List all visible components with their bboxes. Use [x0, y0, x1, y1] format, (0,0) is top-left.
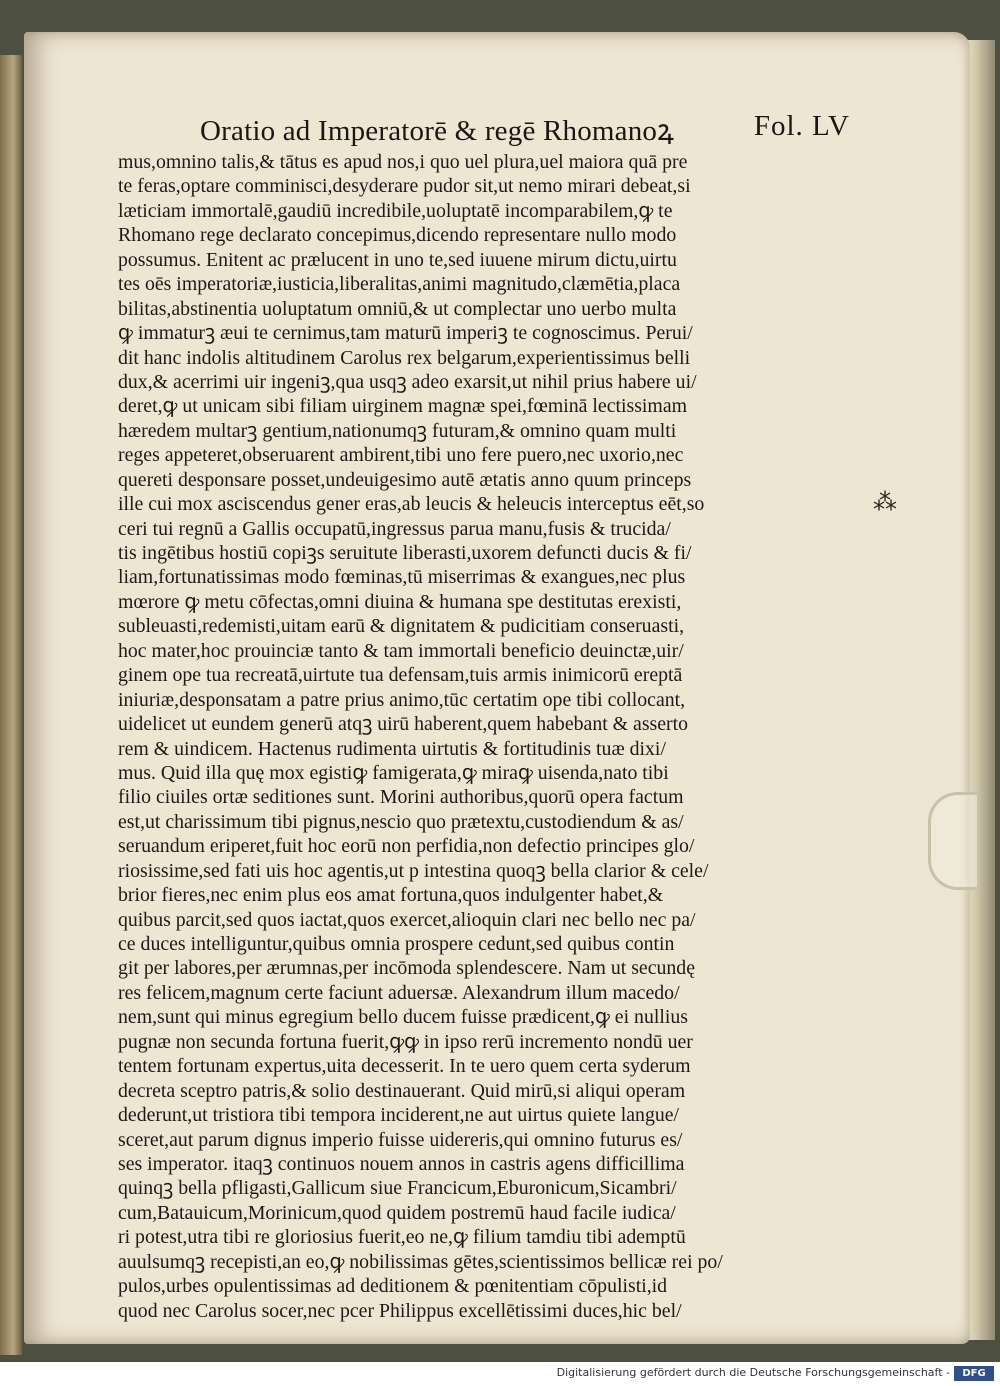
- text-line: pulos,urbes opulentissimas ad deditionem & pœnitentiam cōpulisti,id: [118, 1275, 668, 1298]
- text-line: possumus. Enitent ac prælucent in uno te,sed iuuene mirum dictu,uirtu: [118, 248, 677, 271]
- text-line: rem & uindicem. Hactenus rudimenta uirtutis & fortitudinis tuæ dixi/: [118, 737, 666, 760]
- text-line: ceri tui regnū a Gallis occupatū,ingressus parua manu,fusis & trucida/: [118, 517, 671, 540]
- text-line: sceret,aut parum dignus imperio fuisse uidereris,qui omnino futurus es/: [118, 1128, 683, 1151]
- text-line: ꝙ immaturꝫ æui te cernimus,tam maturū imperiꝫ te cognoscimus. Perui/: [118, 322, 693, 345]
- text-line: mœrore ꝙ metu cōfectas,omni diuina & humana spe destitutas erexisti,: [118, 590, 682, 613]
- text-line: te feras,optare comminisci,desyderare pudor sit,ut nemo mirari debeat,si: [118, 175, 691, 198]
- text-line: tes oēs imperatoriæ,iusticia,liberalitas,animi magnitudo,clæmētia,placa: [118, 273, 681, 296]
- text-line: ce duces intelliguntur,quibus omnia prospere cedunt,sed quibus contin: [118, 933, 675, 955]
- clasp-outline: [928, 792, 977, 890]
- text-line: ille cui mox asciscendus gener eras,ab leucis & heleucis interceptus eēt,so: [118, 493, 705, 516]
- text-line: hæredem multarꝫ gentium,nationumqꝫ futuram,& omnino quam multi: [118, 419, 677, 442]
- text-line: læticiam immortalē,gaudiū incredibile,uoluptatē incomparabilem,ꝙ te: [118, 199, 673, 222]
- text-line: uidelicet ut eundem generū atqꝫ uirū haberent,quem habebant & asserto: [118, 713, 689, 736]
- text-line: dux,& acerrimi uir ingeniꝫ,qua usqꝫ adeo exarsit,ut nihil prius habere ui/: [118, 370, 697, 393]
- header-title: Oratio ad Imperatorē & regē Rhomanoꝝ: [200, 115, 675, 147]
- text-line: seruandum eriperet,fuit hoc eorū non perfidia,non defectio principes glo/: [118, 835, 695, 858]
- margin-mark-icon: ⁂: [873, 490, 897, 516]
- footer-credit: Digitalisierung gefördert durch die Deutsche Forschungsgemeinschaft -: [556, 1366, 950, 1379]
- running-header: [200, 110, 850, 150]
- text-line: pugnæ non secunda fortuna fuerit,ꝙꝙ in ipso rerū incremento nondū uer: [118, 1030, 693, 1053]
- text-line: riosissime,sed fati uis hoc agentis,ut p intestina quoqꝫ bella clarior & cele/: [118, 859, 709, 882]
- text-line: subleuasti,redemisti,uitam earū & dignitatem & pudicitiam conseruasti,: [118, 615, 685, 638]
- text-line: cum,Batauicum,Morinicum,quod quidem postremū haud facile iudica/: [118, 1201, 676, 1224]
- text-line: deret,ꝙ ut unicam sibi filiam uirginem magnæ spei,fœminā lectissimam: [118, 395, 688, 418]
- text-line: nem,sunt qui minus egregium bello ducem fuisse prædicent,ꝙ ei nullius: [118, 1006, 688, 1029]
- text-line: dederunt,ut tristiora tibi tempora inciderent,ne aut uirtus quiete langue/: [118, 1104, 680, 1127]
- text-line: quinqꝫ bella pfligasti,Gallicum siue Francicum,Eburonicum,Sicambri/: [118, 1177, 677, 1200]
- text-line: tis ingētibus hostiū copiꝫs seruitute liberasti,uxorem defuncti ducis & fi/: [118, 542, 692, 564]
- text-line: iniuriæ,desponsatam a patre prius animo,tūc certatim ope tibi collocant,: [118, 688, 686, 711]
- text-line: ses imperator. itaqꝫ continuos nouem annos in castris agens difficillima: [118, 1152, 685, 1175]
- text-line: decreta sceptro patris,& solio destinauerant. Quid mirū,si aliqui operam: [118, 1079, 686, 1102]
- text-line: bilitas,abstinentia uoluptatum omniū,& ut complectar uno uerbo multa: [118, 297, 677, 320]
- text-line: res felicem,magnum certe faciunt aduersæ. Alexandrum illum macedo/: [118, 981, 680, 1004]
- digitization-footer: [0, 1362, 1000, 1386]
- text-line: ginem ope tua recreatā,uirtute tua defensam,tuis armis inimicorū ereptā: [118, 664, 683, 687]
- previous-page-edge: [0, 55, 22, 1355]
- text-line: reges appeteret,obseruarent ambirent,tibi uno fere puero,nec uxorio,nec: [118, 444, 684, 467]
- text-line: hoc mater,hoc prouinciæ tanto & tam immortali beneficio deuinctæ,uir/: [118, 639, 684, 662]
- text-line: mus,omnino talis,& tātus es apud nos,i quo uel plura,uel maiora quā pre: [118, 151, 688, 173]
- text-line: auulsumqꝫ recepisti,an eo,ꝙ nobilissimas gētes,scientissimos bellicæ rei po/: [118, 1250, 723, 1273]
- text-line: ri potest,utra tibi re gloriosius fuerit,eo ne,ꝙ filium tamdiu tibi ademptū: [118, 1226, 686, 1249]
- body-text: [118, 150, 818, 1323]
- text-line: git per labores,per ærumnas,per incōmoda splendescere. Nam ut secundę: [118, 957, 695, 980]
- text-line: filio ciuiles ortæ seditiones sunt. Morini authoribus,quorū opera factum: [118, 786, 684, 809]
- text-line: tentem fortunam expertus,uita decesserit. In te uero quem certa syderum: [118, 1055, 691, 1078]
- folio-number: Fol. LV: [753, 110, 850, 142]
- text-line: quibus parcit,sed quos iactat,quos exercet,alioquin clari nec bello nec pa/: [118, 908, 696, 931]
- text-line: dit hanc indolis altitudinem Carolus rex belgarum,experientissimus belli: [118, 346, 691, 369]
- text-line: Rhomano rege declarato concepimus,dicendo representare nullo modo: [118, 224, 677, 247]
- dfg-logo-icon: DFG: [954, 1366, 994, 1381]
- text-line: est,ut charissimum tibi pignus,nescio quo prætextu,custodiendum & as/: [118, 810, 684, 833]
- text-line: liam,fortunatissimas modo fœminas,tū miserrimas & exangues,nec plus: [118, 566, 686, 589]
- text-line: quereti desponsare posset,undeuigesimo autē ætatis anno quum princeps: [118, 468, 692, 491]
- text-line: brior fieres,nec enim plus eos amat fortuna,quos indulgenter habet,&: [118, 884, 664, 907]
- text-line: quod nec Carolus socer,nec pcer Philippus excellētissimi duces,hic bel/: [118, 1299, 682, 1322]
- text-line: mus. Quid illa quę mox egistiꝙ famigerata,ꝙ miraꝙ uisenda,nato tibi: [118, 761, 669, 784]
